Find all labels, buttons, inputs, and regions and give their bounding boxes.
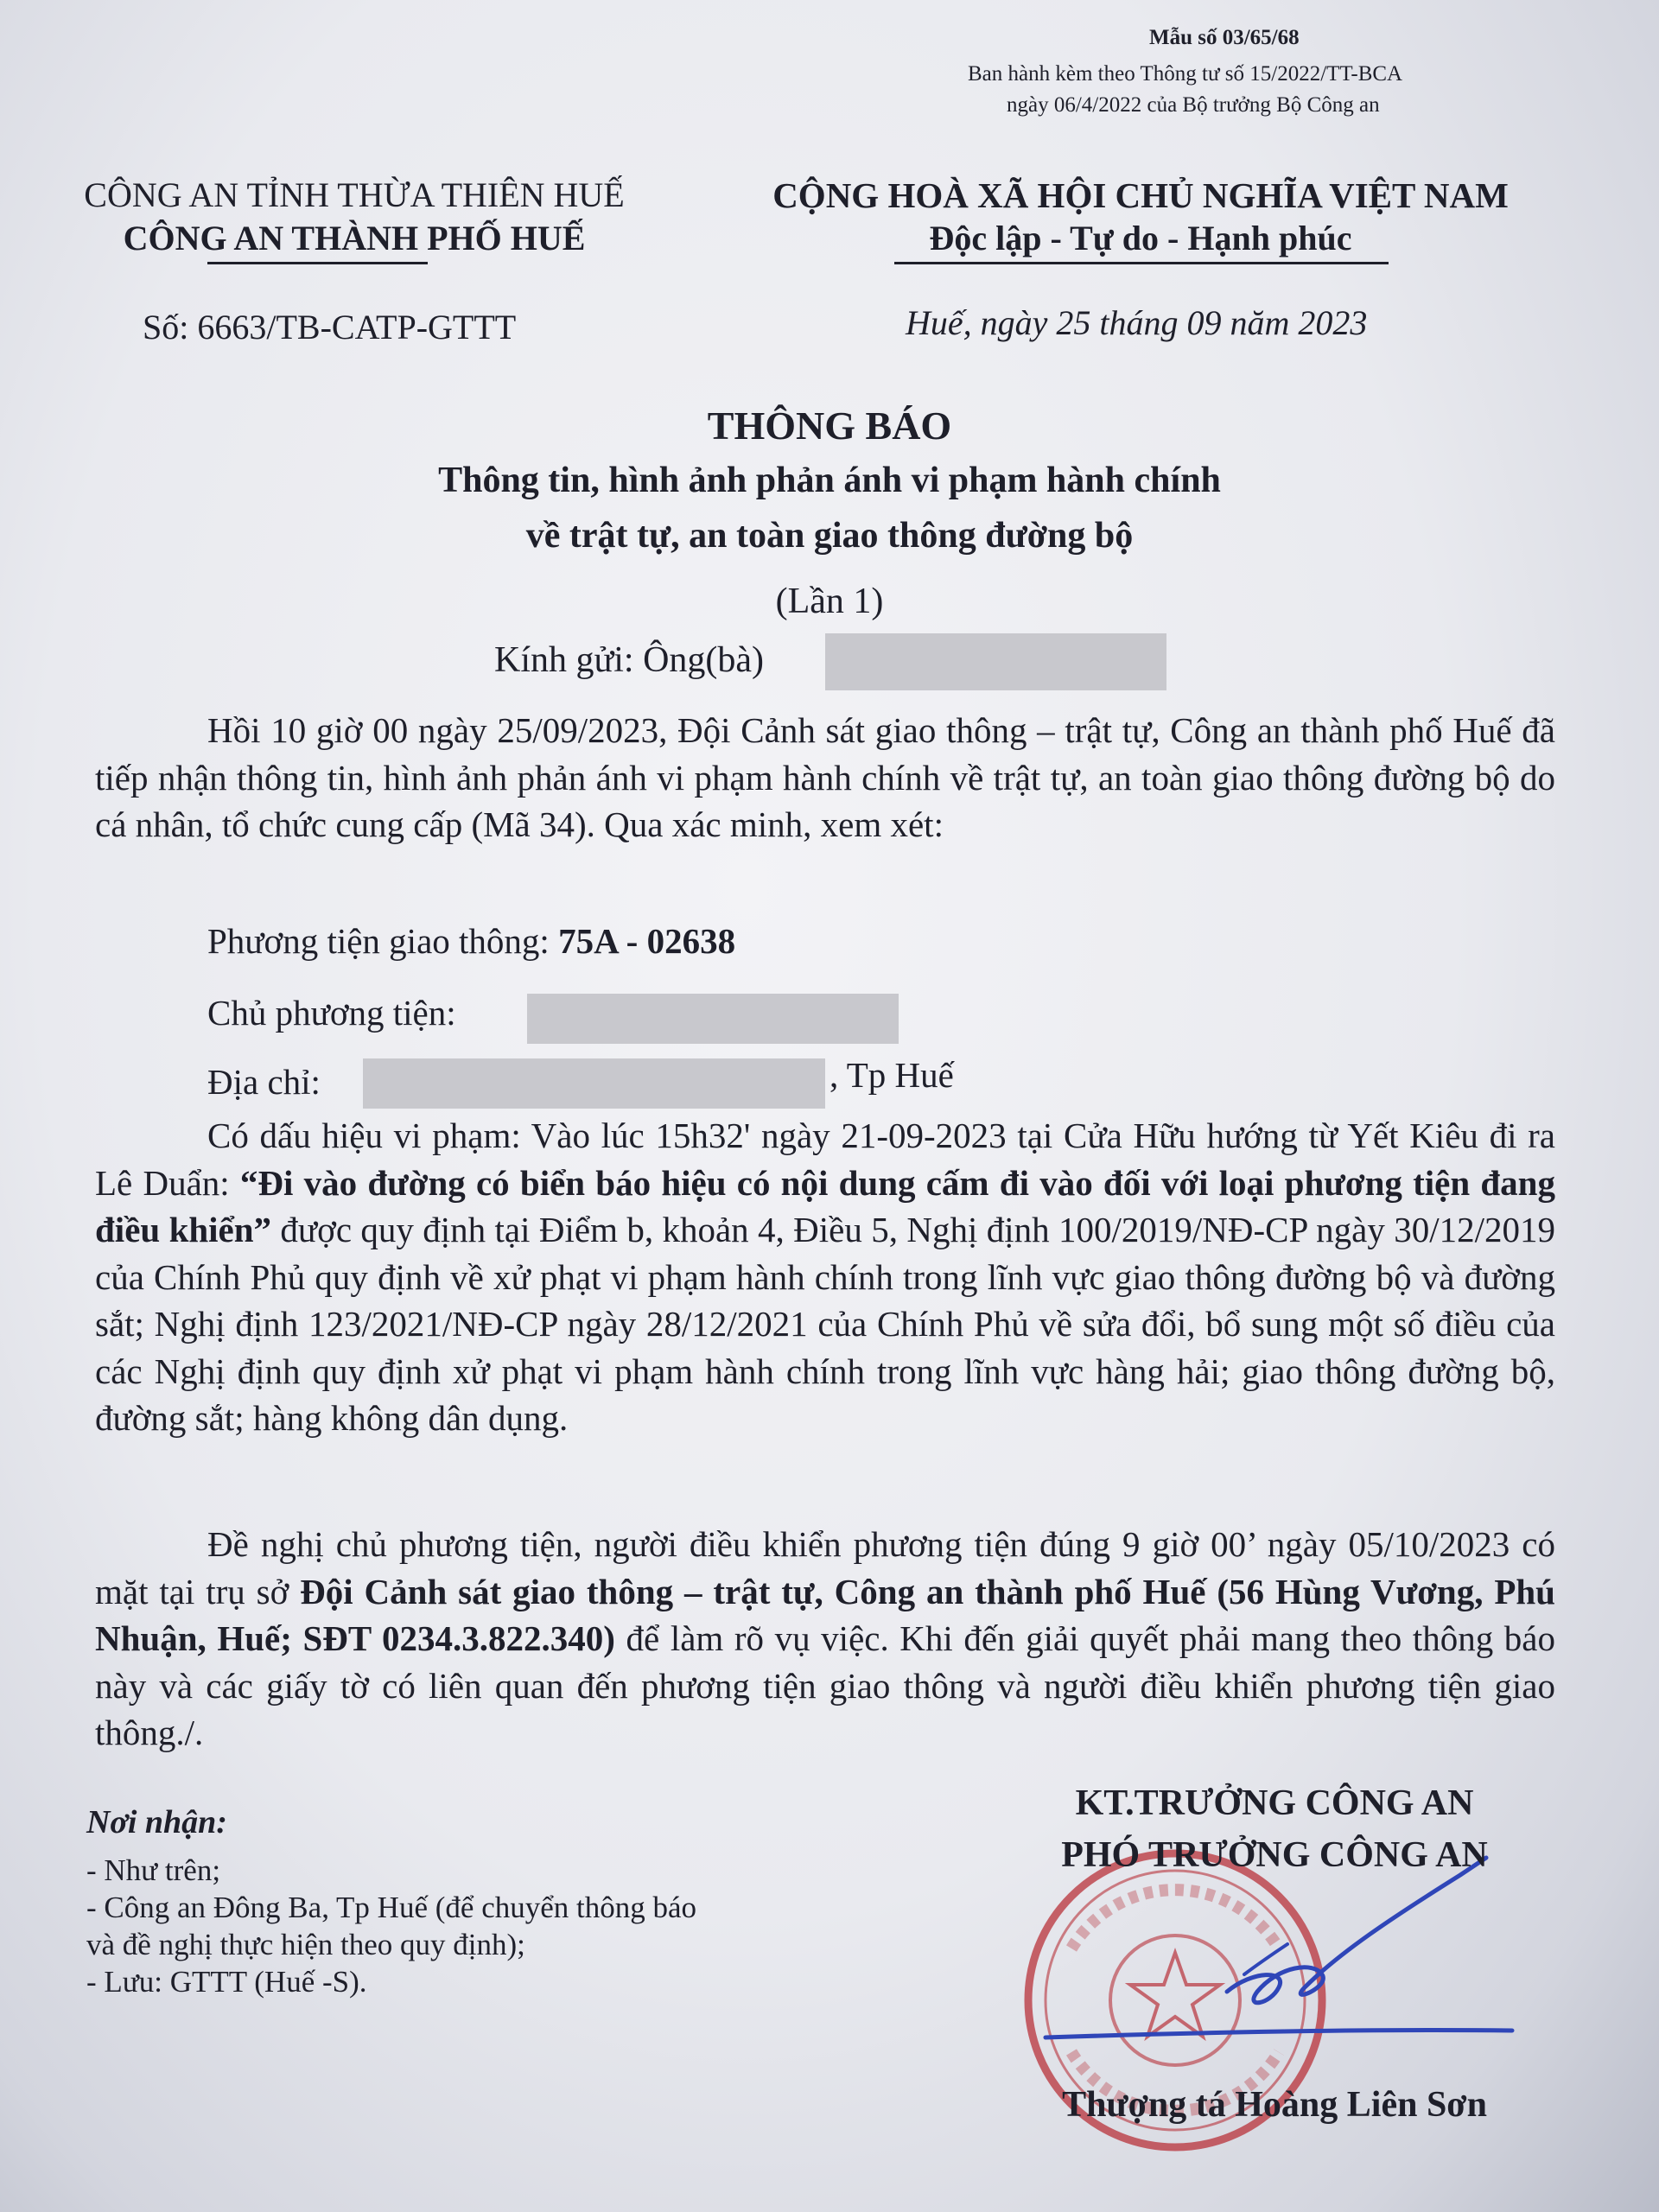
recipient-item-2b: và đề nghị thực hiện theo quy định);: [86, 1928, 525, 1961]
intro-paragraph: Hồi 10 giờ 00 ngày 25/09/2023, Đội Cảnh sát giao thông – trật tự, Công an thành phố Huế đã tiếp nhận thông tin, hình ảnh phản ánh vi phạm hành chính về trật tự, an toàn giao thông đường bộ do cá nhân, tổ chức cung cấp (Mã 34). Qua xác minh, xem xét:: [95, 710, 1555, 844]
document-date: Huế, ngày 25 tháng 09 năm 2023: [906, 303, 1368, 342]
signer-name: Thượng tá Hoàng Liên Sơn: [1062, 2085, 1487, 2125]
org-name: CÔNG AN THÀNH PHỐ HUẾ: [123, 219, 586, 257]
document-subtitle-1: Thông tin, hình ảnh phản ánh vi phạm hành chính: [438, 461, 1221, 500]
country-name: CỘNG HOÀ XÃ HỘI CHỦ NGHĨA VIỆT NAM: [772, 175, 1509, 215]
vehicle-plate: 75A - 02638: [558, 921, 736, 961]
redacted-address: [363, 1058, 825, 1109]
org-underline: [207, 262, 428, 264]
notice-instance: (Lần 1): [775, 582, 884, 621]
document-number: Số: 6663/TB-CATP-GTTT: [143, 308, 517, 346]
request-lead: Đề nghị chủ phương tiện, người điều khiển phương tiện đúng 9 giờ 00’ ngày 05/10/2023 có mặt tại trụ sở: [95, 1524, 1555, 1611]
violation-legal-basis: được quy định tại Điểm b, khoản 4, Điều 5, Nghị định 100/2019/NĐ-CP ngày 30/12/2019 của Chính Phủ quy định về xử phạt vi phạm hành chính trong lĩnh vực giao thông đường bộ và đường sắt; Nghị định 123/2021/NĐ-CP ngày 28/12/2021 của Chính Phủ về sửa đổi, bổ sung một số điều của các Nghị định quy định xử phạt vi phạm hành chính trong lĩnh vực hàng hải; giao thông đường bộ, đường sắt; hàng không dân dụng.: [95, 1210, 1555, 1438]
signature-title-1: KT.TRƯỞNG CÔNG AN: [1075, 1783, 1474, 1823]
org-parent: CÔNG AN TỈNH THỪA THIÊN HUẾ: [84, 175, 625, 214]
document-subtitle-2: về trật tự, an toàn giao thông đường bộ: [525, 516, 1134, 556]
request-rest: để làm rõ vụ việc. Khi đến giải quyết phải mang theo thông báo này và các giấy tờ có liên quan đến phương tiện giao thông và người điều khiển phương tiện giao thông./.: [95, 1618, 1556, 1752]
recipients-label: Nơi nhận:: [86, 1804, 227, 1840]
recipient-item-1: - Như trên;: [86, 1853, 221, 1887]
signature-title-2: PHÓ TRƯỞNG CÔNG AN: [1061, 1835, 1488, 1875]
form-reference-line1: Ban hành kèm theo Thông tư số 15/2022/TT-BCA: [968, 62, 1403, 86]
violation-quoted: “Đi vào đường có biển báo hiệu có nội dung cấm đi vào đối với loại phương tiện đang điều khiển”: [95, 1162, 1555, 1249]
request-paragraph: [95, 1521, 1555, 1757]
recipient-item-3: - Lưu: GTTT (Huế -S).: [86, 1965, 367, 1999]
recipient-item-2: - Công an Đông Ba, Tp Huế (để chuyển thông báo: [86, 1891, 697, 1924]
motto: Độc lập - Tự do - Hạnh phúc: [929, 219, 1352, 257]
address-suffix: , Tp Huế: [830, 1055, 954, 1095]
violation-paragraph: [95, 1112, 1555, 1442]
motto-underline: [894, 262, 1389, 264]
vehicle-label: Phương tiện giao thông:: [207, 921, 550, 961]
form-code: Mẫu số 03/65/68: [1149, 26, 1300, 49]
request-office: Đội Cảnh sát giao thông – trật tự, Công an thành phố Huế (56 Hùng Vương, Phú Nhuận, Huế; SĐT 0234.3.822.340): [95, 1571, 1555, 1658]
recipient-label: Kính gửi: Ông(bà): [494, 640, 765, 680]
document-title: THÔNG BÁO: [707, 404, 952, 448]
address-label: Địa chỉ:: [207, 1062, 321, 1102]
violation-lead: Có dấu hiệu vi phạm: Vào lúc 15h32' ngày 21-09-2023 tại Cửa Hữu hướng từ Yết Kiêu đi ra Lê Duẩn:: [95, 1116, 1555, 1203]
vehicle-row: [207, 920, 735, 962]
redacted-recipient-name: [825, 633, 1166, 690]
redacted-owner-name: [527, 994, 899, 1044]
owner-label: Chủ phương tiện:: [207, 993, 456, 1033]
form-reference-line2: ngày 06/4/2022 của Bộ trưởng Bộ Công an: [1007, 93, 1380, 117]
